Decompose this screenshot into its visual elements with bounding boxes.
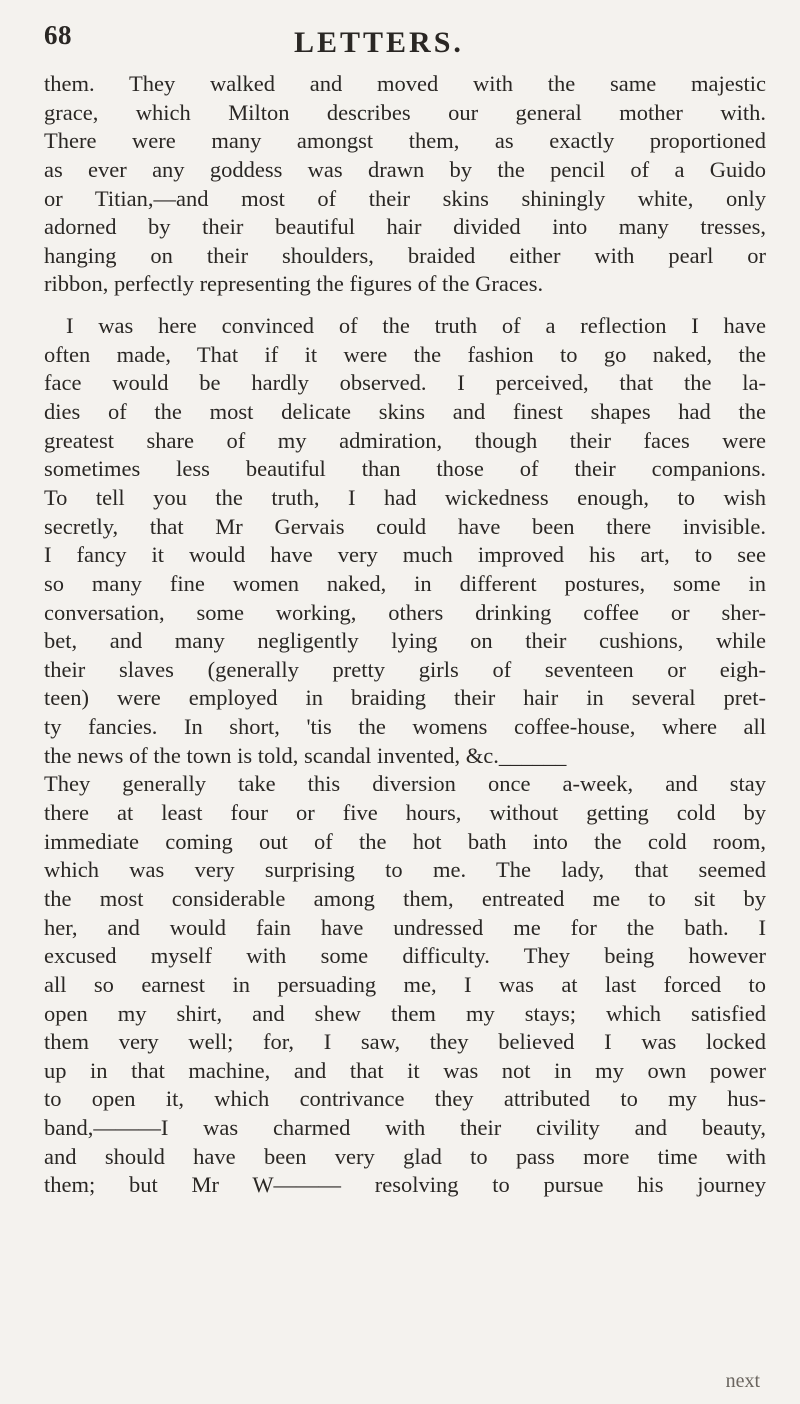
text-line: hanging on their shoulders, braided either with pearl or — [44, 242, 766, 268]
text-line: them. They walked and moved with the same majestic — [44, 71, 766, 96]
running-title: LETTERS. — [294, 26, 464, 59]
catchword: next — [725, 1370, 760, 1392]
paragraph-1 — [44, 70, 766, 299]
paragraph-gap — [44, 299, 766, 312]
text-line: excused myself with some difficulty. They being however — [44, 943, 766, 969]
text-line: dies of the most delicate skins and finest shapes had the — [44, 399, 766, 425]
text-line: them very well; for, I saw, they believed I was locked — [44, 1029, 766, 1055]
text-line: secretly, that Mr Gervais could have been there invisible. — [44, 513, 766, 539]
text-line: to open it, which contrivance they attributed to my hus- — [44, 1086, 766, 1112]
text-line: bet, and many negligently lying on their cushions, while — [44, 628, 766, 654]
text-line: To tell you the truth, I had wickedness enough, to wish — [44, 484, 766, 510]
running-head — [44, 18, 764, 58]
text-line: face would be hardly observed. I perceived, that the la- — [44, 370, 766, 396]
text-line: teen) were employed in braiding their hair in several pret- — [44, 685, 766, 711]
text-line: up in that machine, and that it was not in my own power — [44, 1057, 766, 1083]
text-line: band,———I was charmed with their civility and beauty, — [44, 1115, 766, 1141]
text-line: open my shirt, and shew them my stays; which satisfied — [44, 1000, 766, 1026]
paragraph-2 — [44, 312, 766, 1200]
text-line: and should have been very glad to pass more time with — [44, 1143, 766, 1169]
text-line: the news of the town is told, scandal invented, &c.______ — [44, 742, 567, 768]
text-line: there at least four or five hours, without getting cold by — [44, 800, 766, 826]
text-line: I fancy it would have very much improved his art, to see — [44, 542, 766, 568]
text-line: often made, That if it were the fashion to go naked, the — [44, 341, 766, 367]
text-line: conversation, some working, others drinking coffee or sher- — [44, 599, 766, 625]
text-line: as ever any goddess was drawn by the pencil of a Guido — [44, 156, 766, 182]
text-line: or Titian,—and most of their skins shiningly white, only — [44, 185, 766, 211]
text-line: so many fine women naked, in different postures, some in — [44, 570, 766, 596]
text-line: ty fancies. In short, 'tis the womens coffee-house, where all — [44, 714, 766, 740]
text-line: which was very surprising to me. The lady, that seemed — [44, 857, 766, 883]
text-line: sometimes less beautiful than those of their companions. — [44, 456, 766, 482]
text-line: their slaves (generally pretty girls of seventeen or eigh- — [44, 656, 766, 682]
text-line: adorned by their beautiful hair divided into many tresses, — [44, 214, 766, 240]
text-line: them; but Mr W——— resolving to pursue his journey — [44, 1172, 766, 1198]
text-line: ribbon, perfectly representing the figures of the Graces. — [44, 271, 544, 297]
text-line: the most considerable among them, entreated me to sit by — [44, 885, 766, 911]
text-line: greatest share of my admiration, though their faces were — [44, 427, 766, 453]
page-number: 68 — [44, 20, 72, 50]
text-line: her, and would fain have undressed me for the bath. I — [44, 914, 766, 940]
body-text — [44, 70, 766, 1200]
text-line: There were many amongst them, as exactly proportioned — [44, 128, 766, 154]
text-line: grace, which Milton describes our general mother with. — [44, 99, 766, 125]
text-line: all so earnest in persuading me, I was at last forced to — [44, 971, 766, 997]
text-line: I was here convinced of the truth of a reflection I have — [66, 313, 766, 339]
text-line: immediate coming out of the hot bath into the cold room, — [44, 828, 766, 854]
text-line: They generally take this diversion once a-week, and stay — [44, 771, 766, 797]
